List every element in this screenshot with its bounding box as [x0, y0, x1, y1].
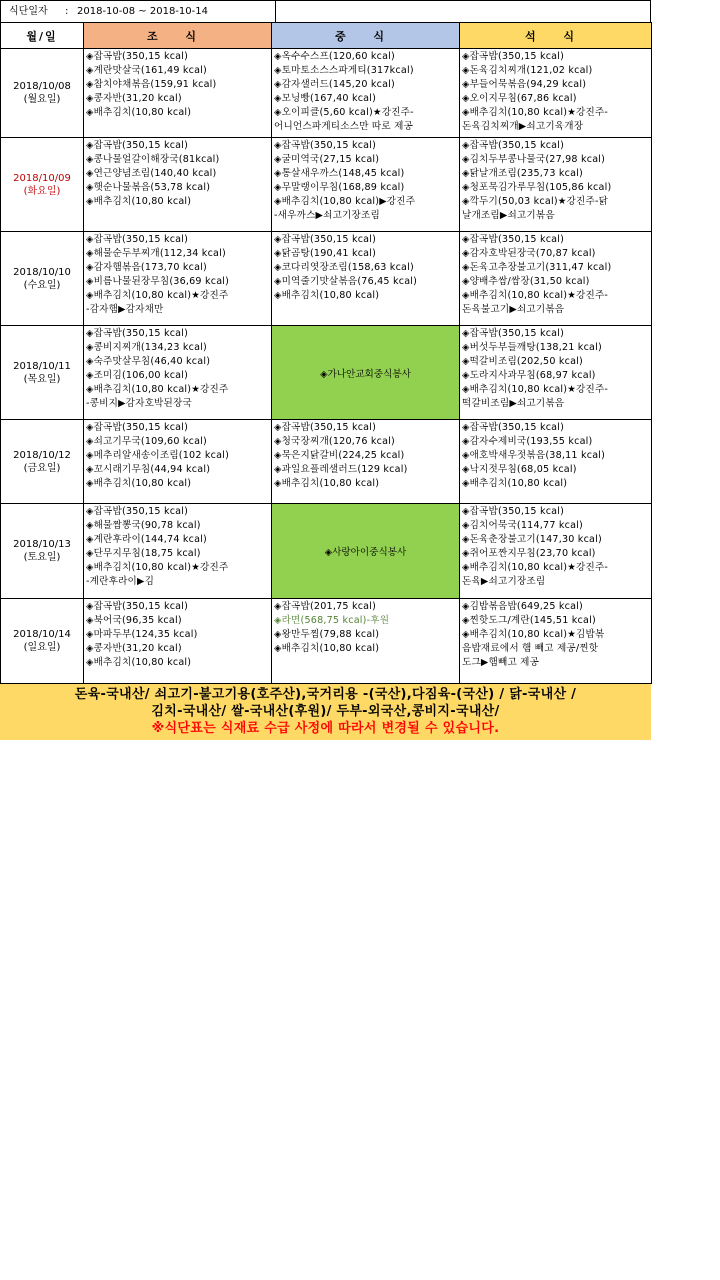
- day-row: [1, 599, 652, 684]
- menu-item: ◈잡곡밥(350,15 kcal): [86, 506, 189, 517]
- menu-item: ◈김밥볶음밥(649,25 kcal): [462, 601, 583, 612]
- day-row: [1, 420, 652, 504]
- breakfast-cell: [84, 599, 272, 684]
- weekday-text: (화요일): [23, 185, 61, 197]
- menu-item: ◈애호박새우젓볶음(38,11 kcal): [462, 449, 606, 461]
- menu-item: ◈찐핫도그/계란(145,51 kcal): [462, 614, 596, 626]
- menu-item: ◈해물순두부찌개(112,34 kcal): [86, 247, 226, 259]
- dinner-cell: [460, 49, 652, 138]
- menu-item: ◈잡곡밥(350,15 kcal): [462, 234, 565, 245]
- menu-item: -새우까스▶쇠고기장조림: [274, 209, 380, 221]
- date-cell: [1, 49, 84, 138]
- menu-item: ◈왕만두찜(79,88 kcal): [274, 628, 380, 640]
- menu-item: ◈돈육김치찌개(121,02 kcal): [462, 64, 593, 76]
- menu-item: ◈잡곡밥(350,15 kcal): [86, 328, 189, 339]
- breakfast-cell: [84, 326, 272, 420]
- dinner-cell: [460, 599, 652, 684]
- menu-item: ◈참치야채볶음(159,91 kcal): [86, 78, 217, 90]
- date-text: 2018/10/09: [13, 172, 71, 184]
- breakfast-cell: [84, 138, 272, 232]
- menu-item: 도그▶햄빼고 제공: [462, 656, 540, 668]
- menu-item: ◈버섯두부들깨탕(138,21 kcal): [462, 341, 602, 353]
- menu-item: ◈감자호박된장국(70,87 kcal): [462, 247, 596, 259]
- breakfast-cell: [84, 504, 272, 599]
- menu-item: ◈토마토소스스파게티(317kcal): [274, 64, 414, 76]
- menu-item: ◈과일요플레샐러드(129 kcal): [274, 463, 408, 475]
- menu-item: ◈쥐어포짠지무침(23,70 kcal): [462, 547, 596, 559]
- menu-item: ◈잡곡밥(350,15 kcal): [86, 234, 189, 245]
- lunch-cell: [272, 138, 460, 232]
- menu-item: ◈모닝빵(167,40 kcal): [274, 92, 377, 104]
- lunch-cell: [272, 599, 460, 684]
- header-dinner: 석 식: [460, 23, 652, 49]
- menu-item: ◈배추김치(10,80 kcal): [274, 477, 380, 489]
- breakfast-cell: [84, 49, 272, 138]
- menu-item: ◈메추리알새송이조림(102 kcal): [86, 449, 230, 461]
- date-cell: [1, 232, 84, 326]
- date-text: 2018/10/08: [13, 81, 71, 92]
- menu-item: ◈닭날개조림(235,73 kcal): [462, 167, 583, 179]
- menu-item: ◈배추김치(10,80 kcal)★강진주: [86, 289, 229, 301]
- menu-item: ◈오이피클(5,60 kcal)★강진주-: [274, 106, 414, 118]
- header-date: 월/일: [1, 23, 84, 49]
- menu-item: ◈단무지무침(18,75 kcal): [86, 547, 201, 559]
- date-text: 2018/10/14: [13, 629, 71, 640]
- menu-item: ◈묵은지닭갈비(224,25 kcal): [274, 449, 405, 461]
- menu-item: ◈쇠고기무국(109,60 kcal): [86, 435, 207, 447]
- date-text: 2018/10/13: [13, 539, 71, 550]
- menu-item: ◈숙주맛살무침(46,40 kcal): [86, 355, 211, 367]
- menu-item: ◈코다리엿장조림(158,63 kcal): [274, 261, 414, 273]
- menu-item: -콩비지▶감자호박된장국: [86, 397, 192, 409]
- menu-item: ◈미역줄기맛살볶음(76,45 kcal): [274, 275, 418, 287]
- weekday-text: (월요일): [23, 94, 61, 105]
- dinner-cell: [460, 420, 652, 504]
- menu-item: ◈배추김치(10,80 kcal)★강진주: [86, 383, 229, 395]
- menu-item: ◈배추김치(10,80 kcal): [86, 195, 192, 207]
- dinner-cell: [460, 326, 652, 420]
- menu-item: ◈굴미역국(27,15 kcal): [274, 153, 380, 165]
- lunch-cell: [272, 232, 460, 326]
- menu-item: 떡갈비조림▶쇠고기볶음: [462, 397, 565, 409]
- menu-item: ◈감자수제비국(193,55 kcal): [462, 435, 593, 447]
- menu-body: [1, 49, 652, 684]
- menu-item: ◈햇순나물볶음(53,78 kcal): [86, 181, 211, 193]
- menu-item: ◈오이지무침(67,86 kcal): [462, 92, 577, 104]
- menu-item: ◈잡곡밥(350,15 kcal): [462, 506, 565, 517]
- menu-item: -감자햄▶감자채만: [86, 303, 164, 315]
- menu-item: ◈배추김치(10,80 kcal): [274, 642, 380, 654]
- menu-item: ◈깍두기(50,03 kcal)★강진주-닭: [462, 195, 609, 207]
- day-row: [1, 232, 652, 326]
- menu-item: ◈연근양념조림(140,40 kcal): [86, 167, 217, 179]
- menu-item: ◈잡곡밥(350,15 kcal): [86, 422, 189, 433]
- menu-item: 돈육불고기▶쇠고기볶음: [462, 303, 565, 315]
- menu-item: ◈떡갈비조림(202,50 kcal): [462, 355, 583, 367]
- date-cell: [1, 138, 84, 232]
- weekday-text: (일요일): [23, 642, 61, 653]
- menu-item: ◈잡곡밥(350,15 kcal): [86, 51, 189, 62]
- period-value: 2018-10-08 ~ 2018-10-14: [77, 6, 208, 17]
- date-cell: [1, 599, 84, 684]
- menu-item: ◈청국장찌개(120,76 kcal): [274, 435, 395, 447]
- date-cell: [1, 420, 84, 504]
- origin-line-1: 돈육-국내산/ 쇠고기-불고기용(호주산),국거리용 -(국산),다짐육-(국산) / 닭-국내산 /: [74, 687, 577, 702]
- weekday-text: (토요일): [23, 552, 61, 563]
- period-bar: 식단일자 : 2018-10-08 ~ 2018-10-14: [0, 0, 651, 22]
- menu-item: -계란후라이▶김: [86, 575, 155, 587]
- menu-item: ◈돈육춘장불고기(147,30 kcal): [462, 533, 602, 545]
- menu-item: ◈꼬시래기무침(44,94 kcal): [86, 463, 211, 475]
- menu-item: 날개조림▶쇠고기볶음: [462, 209, 555, 221]
- dinner-cell: [460, 232, 652, 326]
- menu-item: ◈잡곡밥(350,15 kcal): [462, 140, 565, 151]
- origin-line-2: 김치-국내산/ 쌀-국내산(후원)/ 두부-외국산,콩비지-국내산/: [151, 704, 500, 719]
- menu-table: [0, 22, 652, 684]
- menu-item: ◈청포묵김가루무침(105,86 kcal): [462, 181, 612, 193]
- date-text: 2018/10/11: [13, 360, 71, 372]
- menu-item: ◈콩비지찌개(134,23 kcal): [86, 341, 207, 353]
- weekday-text: (목요일): [23, 373, 61, 385]
- menu-item: 어니언스파게티소스만 따로 제공: [274, 120, 414, 132]
- menu-item: ◈콩나물얼갈이해장국(81kcal): [86, 153, 220, 165]
- menu-item: ◈배추김치(10,80 kcal)★강진주-: [462, 383, 609, 395]
- date-cell: [1, 504, 84, 599]
- menu-item: ◈해물짬뽕국(90,78 kcal): [86, 519, 201, 531]
- lunch-service-cell: ◈가나안교회중식봉사: [272, 326, 460, 420]
- menu-item: ◈잡곡밥(350,15 kcal): [86, 601, 189, 612]
- day-row: [1, 49, 652, 138]
- menu-item: ◈배추김치(10,80 kcal): [462, 477, 568, 489]
- menu-item: ◈배추김치(10,80 kcal)★강진주-: [462, 106, 609, 118]
- weekday-text: (수요일): [23, 279, 61, 291]
- menu-item: ◈계란맛살국(161,49 kcal): [86, 64, 207, 76]
- menu-item: ◈계란후라이(144,74 kcal): [86, 533, 207, 545]
- menu-item: ◈잡곡밥(350,15 kcal): [462, 422, 565, 433]
- menu-item: ◈배추김치(10,80 kcal)★강진주: [86, 561, 229, 573]
- menu-item: 음밥재료에서 햄 빼고 제공/찐핫: [462, 642, 599, 654]
- menu-item: ◈라면(568,75 kcal)-후원: [274, 614, 390, 626]
- menu-item: ◈잡곡밥(350,15 kcal): [274, 422, 377, 433]
- menu-item: ◈조미김(106,00 kcal): [86, 369, 189, 381]
- change-notice: ※식단표는 식재료 수급 사정에 따라서 변경될 수 있습니다.: [151, 721, 500, 736]
- origin-footer: [0, 684, 651, 740]
- menu-item: ◈무말랭이무침(168,89 kcal): [274, 181, 405, 193]
- date-cell: [1, 326, 84, 420]
- breakfast-cell: [84, 420, 272, 504]
- menu-item: ◈비름나물된장무침(36,69 kcal): [86, 275, 230, 287]
- date-text: 2018/10/12: [13, 449, 71, 461]
- header-row: [1, 23, 652, 49]
- period-label: 식단일자: [9, 6, 48, 17]
- weekday-text: (금요일): [23, 462, 61, 474]
- menu-item: ◈배추김치(10,80 kcal): [274, 289, 380, 301]
- menu-item: ◈콩자반(31,20 kcal): [86, 642, 182, 654]
- menu-item: ◈김치어묵국(114,77 kcal): [462, 519, 583, 531]
- menu-item: ◈배추김치(10,80 kcal)★강진주-: [462, 289, 609, 301]
- dinner-cell: [460, 138, 652, 232]
- lunch-service-cell: ◈사랑아이중식봉사: [272, 504, 460, 599]
- menu-item: ◈배추김치(10,80 kcal)▶강진주: [274, 195, 416, 207]
- menu-item: 돈육▶쇠고기장조림: [462, 575, 546, 587]
- menu-item: ◈잡곡밥(350,15 kcal): [462, 51, 565, 62]
- menu-item: ◈마파두부(124,35 kcal): [86, 628, 198, 640]
- menu-item: ◈닭곰탕(190,41 kcal): [274, 247, 377, 259]
- menu-item: ◈콩자반(31,20 kcal): [86, 92, 182, 104]
- menu-item: ◈잡곡밥(350,15 kcal): [274, 234, 377, 245]
- menu-item: ◈북어국(96,35 kcal): [86, 614, 182, 626]
- menu-item: ◈김치두부콩나물국(27,98 kcal): [462, 153, 606, 165]
- menu-item: ◈부들어묵볶음(94,29 kcal): [462, 78, 587, 90]
- menu-item: ◈잡곡밥(350,15 kcal): [462, 328, 565, 339]
- breakfast-cell: [84, 232, 272, 326]
- date-text: 2018/10/10: [13, 266, 71, 278]
- menu-item: ◈잡곡밥(201,75 kcal): [274, 601, 377, 612]
- menu-item: ◈잡곡밥(350,15 kcal): [274, 140, 377, 151]
- menu-item: ◈배추김치(10,80 kcal): [86, 477, 192, 489]
- lunch-cell: [272, 49, 460, 138]
- menu-item: ◈배추김치(10,80 kcal)★김밥볶: [462, 628, 605, 640]
- lunch-cell: [272, 420, 460, 504]
- menu-item: ◈잡곡밥(350,15 kcal): [86, 140, 189, 151]
- menu-item: ◈배추김치(10,80 kcal)★강진주-: [462, 561, 609, 573]
- menu-item: ◈양배추쌈/쌈장(31,50 kcal): [462, 275, 590, 287]
- menu-item: ◈배추김치(10,80 kcal): [86, 106, 192, 118]
- menu-item: ◈옥수수스프(120,60 kcal): [274, 51, 395, 62]
- menu-item: ◈돈육고추장불고기(311,47 kcal): [462, 261, 612, 273]
- header-lunch: 중 식: [272, 23, 460, 49]
- day-row: [1, 326, 652, 420]
- menu-item: ◈감자샐러드(145,20 kcal): [274, 78, 395, 90]
- header-breakfast: 조 식: [84, 23, 272, 49]
- menu-item: ◈낙지젓무침(68,05 kcal): [462, 463, 577, 475]
- menu-item: ◈도라지사과무침(68,97 kcal): [462, 369, 596, 381]
- menu-item: 돈육김치찌개▶쇠고기육개장: [462, 120, 584, 132]
- menu-item: ◈감자햄볶음(173,70 kcal): [86, 261, 207, 273]
- day-row: [1, 138, 652, 232]
- dinner-cell: [460, 504, 652, 599]
- menu-item: ◈배추김치(10,80 kcal): [86, 656, 192, 668]
- day-row: [1, 504, 652, 599]
- menu-item: ◈통살새우까스(148,45 kcal): [274, 167, 405, 179]
